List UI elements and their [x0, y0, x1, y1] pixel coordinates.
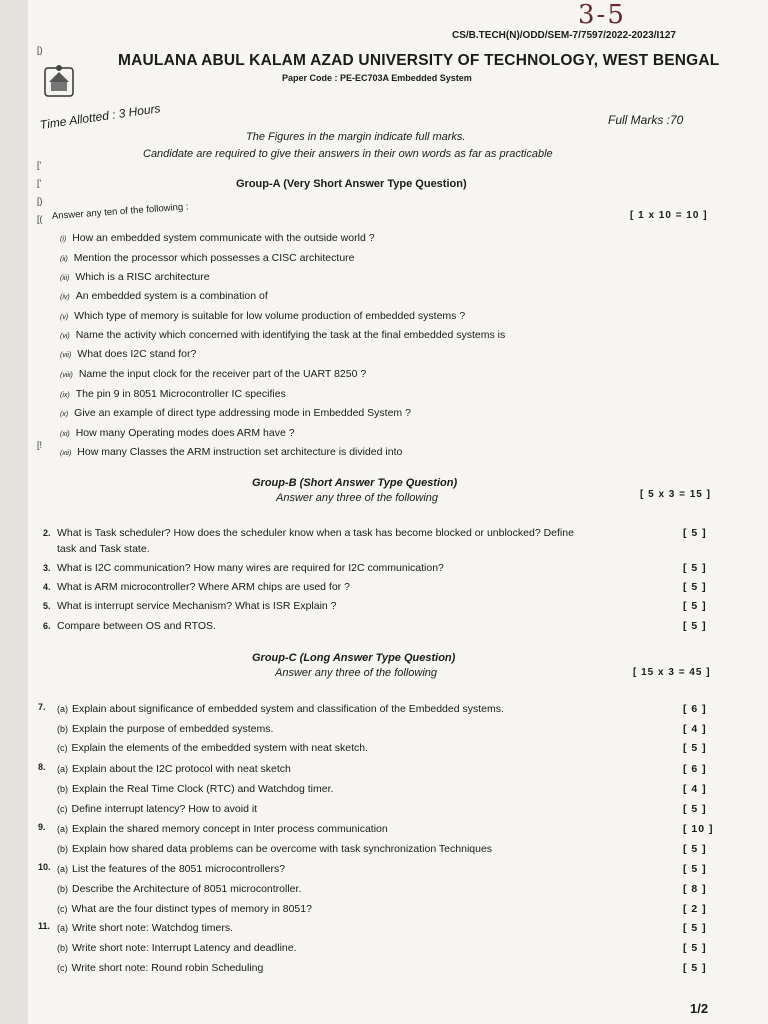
instruction-marks: The Figures in the margin indicate full marks.: [246, 131, 466, 143]
margin-mark: [‘: [37, 160, 42, 170]
question-marks: [ 5 ]: [683, 527, 707, 539]
question-text: Name the input clock for the receiver part of the UART 8250 ?: [78, 368, 367, 380]
question-number: 5.: [43, 601, 51, 611]
question-text: How an embedded system communicate with the outside world ?: [72, 232, 375, 244]
question-number: (vi): [60, 333, 70, 340]
question-marks: [ 5 ]: [683, 600, 707, 612]
question-number: (xi): [60, 431, 70, 438]
group-c-instruction: Answer any three of the following: [275, 667, 438, 679]
group-c-question: [57, 883, 301, 895]
group-c-question: [57, 823, 388, 835]
group-b-instruction: Answer any three of the following: [276, 492, 439, 504]
question-marks: [ 6 ]: [683, 703, 707, 715]
group-b-question: What is I2C communication? How many wires are required for I2C communication?: [57, 562, 444, 574]
question-marks: [ 5 ]: [683, 942, 707, 954]
question-number: (v): [60, 314, 69, 321]
university-logo-icon: [42, 62, 76, 100]
group-c-question: [57, 903, 312, 915]
paper-code: Paper Code : PE-EC703A Embedded System: [282, 73, 472, 83]
group-b-title: Group-B (Short Answer Type Question): [252, 477, 458, 489]
group-b-question: What is Task scheduler? How does the scheduler know when a task has become blocked or unblocked? Define: [57, 527, 574, 539]
group-c-title: Group-C (Long Answer Type Question): [252, 652, 456, 664]
sub-question-letter: (c): [57, 963, 68, 973]
group-b-question: What is ARM microcontroller? Where ARM chips are used for ?: [57, 581, 350, 593]
group-c-question: [57, 922, 233, 934]
group-a-question: [60, 388, 286, 400]
question-number: 3.: [43, 563, 51, 573]
group-a-question: [60, 446, 402, 458]
sub-question-letter: (b): [57, 784, 68, 794]
question-number: 2.: [43, 528, 51, 538]
question-marks: [ 6 ]: [683, 763, 707, 775]
group-a-question: [60, 232, 375, 244]
sub-question-letter: (a): [57, 824, 68, 834]
question-number: 8.: [38, 762, 46, 772]
question-number: 11.: [38, 921, 51, 931]
question-marks: [ 5 ]: [683, 922, 707, 934]
group-c-question: [57, 783, 333, 795]
sub-question-letter: (b): [57, 844, 68, 854]
group-a-question: [60, 252, 355, 264]
question-text: Which type of memory is suitable for low volume production of embedded systems ?: [74, 310, 466, 322]
margin-mark: [(: [37, 214, 43, 224]
question-text: Define interrupt latency? How to avoid it: [71, 803, 258, 815]
margin-mark: [‘: [37, 178, 42, 188]
group-c-question: [57, 742, 368, 754]
group-a-question: [60, 329, 505, 341]
question-number: (ii): [60, 256, 68, 263]
question-text: An embedded system is a combination of: [75, 290, 268, 302]
question-text: Explain how shared data problems can be overcome with task synchronization Techniques: [72, 843, 493, 855]
question-text: Mention the processor which possesses a CISC architecture: [73, 252, 355, 264]
group-a-title: Group-A (Very Short Answer Type Question): [236, 178, 467, 190]
sub-question-letter: (a): [57, 704, 68, 714]
paper-id: CS/B.TECH(N)/ODD/SEM-7/7597/2022-2023/I127: [452, 30, 676, 41]
question-text: List the features of the 8051 microcontrollers?: [72, 863, 286, 875]
question-text: Explain the purpose of embedded systems.: [72, 723, 274, 735]
question-text: How many Operating modes does ARM have ?: [75, 427, 295, 439]
question-marks: [ 10 ]: [683, 823, 714, 835]
group-b-marks: [ 5 x 3 = 15 ]: [640, 489, 711, 500]
question-marks: [ 5 ]: [683, 962, 707, 974]
margin-mark: [!: [37, 440, 43, 450]
question-number: 9.: [38, 822, 46, 832]
question-marks: [ 5 ]: [683, 742, 707, 754]
question-text: Explain the elements of the embedded system with neat sketch.: [71, 742, 368, 754]
group-c-marks: [ 15 x 3 = 45 ]: [633, 667, 711, 678]
group-c-question: [57, 703, 504, 715]
group-b-question: Compare between OS and RTOS.: [57, 620, 216, 632]
group-b-question-continued: task and Task state.: [57, 543, 150, 555]
question-text: Write short note: Watchdog timers.: [72, 922, 234, 934]
margin-mark: [): [37, 45, 43, 55]
question-text: What does I2C stand for?: [77, 348, 197, 360]
group-a-question: [60, 368, 366, 380]
question-text: Explain the shared memory concept in Inter process communication: [72, 823, 388, 835]
question-marks: [ 5 ]: [683, 803, 707, 815]
question-text: Explain about the I2C protocol with neat sketch: [72, 763, 291, 775]
question-number: (vii): [60, 352, 72, 359]
sub-question-letter: (a): [57, 764, 68, 774]
group-a-question: [60, 271, 210, 283]
sub-question-letter: (c): [57, 804, 68, 814]
question-marks: [ 4 ]: [683, 723, 707, 735]
question-text: What are the four distinct types of memory in 8051?: [71, 903, 312, 915]
sub-question-letter: (a): [57, 864, 68, 874]
margin-mark: [): [37, 196, 43, 206]
group-c-question: [57, 942, 297, 954]
group-a-question: [60, 310, 465, 322]
question-number: 7.: [38, 702, 46, 712]
question-text: The pin 9 in 8051 Microcontroller IC specifies: [75, 388, 286, 400]
question-marks: [ 8 ]: [683, 883, 707, 895]
question-number: (iv): [60, 294, 70, 301]
question-text: Write short note: Interrupt Latency and deadline.: [72, 942, 297, 954]
group-c-question: [57, 803, 257, 815]
question-text: Which is a RISC architecture: [75, 271, 210, 283]
group-c-question: [57, 763, 291, 775]
question-number: 4.: [43, 582, 51, 592]
question-number: (i): [60, 236, 67, 243]
group-c-question: [57, 843, 492, 855]
full-marks: Full Marks :70: [608, 113, 684, 127]
group-a-question: [60, 348, 196, 360]
page-number: 1/2: [690, 1001, 709, 1016]
question-number: (viii): [60, 372, 73, 379]
group-a-question: [60, 427, 295, 439]
question-number: (ix): [60, 392, 70, 399]
instruction-own-words: Candidate are required to give their answers in their own words as far as practicable: [143, 148, 553, 160]
time-allotted: Time Allotted : 3 Hours: [39, 101, 162, 132]
question-number: (x): [60, 411, 69, 418]
question-text: Give an example of direct type addressing mode in Embedded System ?: [74, 407, 411, 419]
group-a-marks: [ 1 x 10 = 10 ]: [630, 210, 708, 221]
group-a-instruction: Answer any ten of the following :: [51, 201, 189, 222]
question-marks: [ 5 ]: [683, 863, 707, 875]
group-c-question: [57, 863, 285, 875]
question-number: 10.: [38, 862, 51, 872]
binding-margin: [0, 0, 28, 1024]
question-marks: [ 4 ]: [683, 783, 707, 795]
sub-question-letter: (b): [57, 884, 68, 894]
group-c-question: [57, 723, 273, 735]
sub-question-letter: (a): [57, 923, 68, 933]
question-marks: [ 5 ]: [683, 843, 707, 855]
sub-question-letter: (c): [57, 743, 68, 753]
question-text: Explain the Real Time Clock (RTC) and Watchdog timer.: [72, 783, 334, 795]
question-marks: [ 5 ]: [683, 562, 707, 574]
university-name: MAULANA ABUL KALAM AZAD UNIVERSITY OF TECHNOLOGY, WEST BENGAL: [118, 52, 720, 69]
question-marks: [ 5 ]: [683, 581, 707, 593]
question-text: How many Classes the ARM instruction set architecture is divided into: [77, 446, 403, 458]
group-a-question: [60, 407, 411, 419]
sub-question-letter: (b): [57, 724, 68, 734]
question-text: Explain about significance of embedded system and classification of the Embedded systems.: [72, 703, 504, 715]
question-marks: [ 2 ]: [683, 903, 707, 915]
question-text: Write short note: Round robin Scheduling: [71, 962, 264, 974]
sub-question-letter: (b): [57, 943, 68, 953]
group-a-question: [60, 290, 268, 302]
sub-question-letter: (c): [57, 904, 68, 914]
question-marks: [ 5 ]: [683, 620, 707, 632]
question-number: (iii): [60, 275, 70, 282]
question-number: (xii): [60, 450, 72, 457]
group-b-question: What is interrupt service Mechanism? What is ISR Explain ?: [57, 600, 337, 612]
question-number: 6.: [43, 621, 51, 631]
group-c-question: [57, 962, 263, 974]
question-text: Name the activity which concerned with identifying the task at the final embedded systems is: [75, 329, 506, 341]
handwritten-score: 3-5: [578, 0, 626, 30]
question-text: Describe the Architecture of 8051 microcontroller.: [72, 883, 302, 895]
